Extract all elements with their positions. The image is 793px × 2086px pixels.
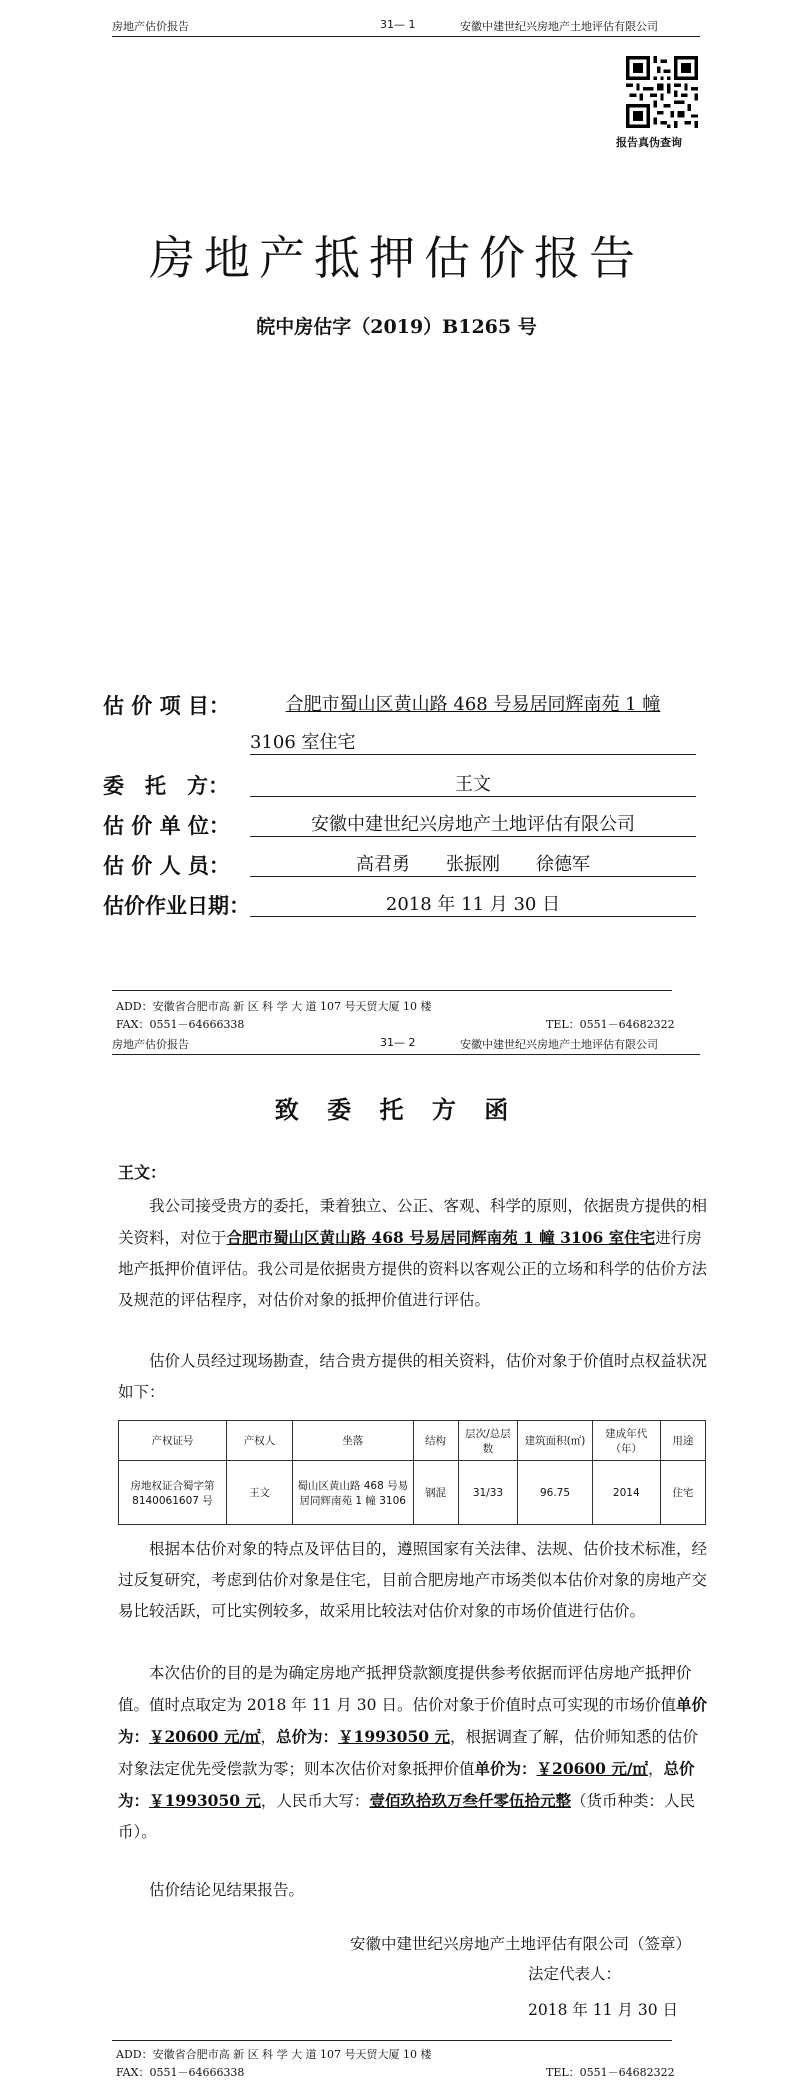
- paragraph-4: 本次估价的目的是为确定房地产抵押贷款额度提供参考依据而评估房地产抵押价值。值时点取定为 2018 年 11 月 30 日。估价对象于价值时点可实现的市场价值单价为：￥20600 元/㎡，总价为：￥1993050 元，根据调查了解，估价师知悉的估价对象法定优先受偿款为零；则本次估价对象抵押价值单价为：￥20600 元/㎡，总价为：￥1993050 元，人民币大写：壹佰玖拾玖万叁仟零伍拾元整（货币种类：人民币）。: [118, 1664, 707, 1841]
- table-header: 结构: [413, 1421, 458, 1461]
- table-header-row: [119, 1421, 706, 1461]
- total-price: ￥1993050 元: [338, 1727, 450, 1746]
- footer-fax: FAX：0551－64666338: [116, 2066, 245, 2079]
- field-value-appraisers: 高君勇 张振刚 徐德军: [250, 850, 696, 877]
- property-address: 合肥市蜀山区黄山路 468 号易居同辉南苑 1 幢 3106 室住宅: [226, 1228, 656, 1247]
- header-left: 房地产估价报告: [112, 1038, 189, 1051]
- table-cell: 31/33: [458, 1461, 518, 1525]
- field-label-project: 估 价 项 目：: [103, 694, 230, 718]
- signature-representative: 法定代表人：: [528, 1965, 622, 1983]
- table-cell: 2014: [592, 1461, 660, 1525]
- amount-in-words: 壹佰玖拾玖万叁仟零伍拾元整: [369, 1791, 571, 1810]
- paragraph-1: 我公司接受贵方的委托，秉着独立、公正、客观、科学的原则，依据贵方提供的相关资料，对位于合肥市蜀山区黄山路 468 号易居同辉南苑 1 幢 3106 室住宅进行房地产抵押价值评估。我公司是依据贵方提供的资料以客观公正的立场和科学的估价方法及规范的评估程序，对估价对象的抵押价值进行评估。: [118, 1197, 708, 1309]
- report-title: 房地产抵押估价报告: [149, 231, 644, 285]
- footer-rule: [112, 990, 672, 991]
- field-label-agency: 估 价 单 位：: [103, 814, 230, 838]
- table-header: 产权人: [226, 1421, 292, 1461]
- footer-tel: TEL：0551－64682322: [546, 1018, 675, 1031]
- field-label-client: 委 托 方：: [103, 774, 229, 798]
- salutation: 王文：: [118, 1163, 167, 1182]
- header-right: 安徽中建世纪兴房地产土地评估有限公司: [460, 1038, 658, 1051]
- table-cell: 钢混: [413, 1461, 458, 1525]
- header-rule: [112, 1054, 700, 1055]
- unit-price: ￥20600 元/㎡: [149, 1727, 261, 1746]
- table-header: 层次/总层数: [458, 1421, 518, 1461]
- paragraph-2: 估价人员经过现场勘查，结合贵方提供的相关资料，估价对象于价值时点权益状况如下：: [118, 1352, 708, 1401]
- table-header: 坐落: [292, 1421, 413, 1461]
- qr-caption: 报告真伪查询: [616, 136, 682, 149]
- field-value-project: 合肥市蜀山区黄山路 468 号易居同辉南苑 1 幢: [285, 694, 661, 715]
- table-header: 用途: [660, 1421, 705, 1461]
- signature-company: 安徽中建世纪兴房地产土地评估有限公司（签章）: [350, 1935, 692, 1953]
- footer-fax: FAX：0551－64666338: [116, 1018, 245, 1031]
- qr-code-icon[interactable]: [626, 56, 698, 128]
- table-row: [119, 1461, 706, 1525]
- table-header: 建筑面积(㎡): [518, 1421, 592, 1461]
- table-header: 建成年代（年）: [592, 1421, 660, 1461]
- paragraph-3: 根据本估价对象的特点及评估目的，遵照国家有关法律、法规、估价技术标准，经过反复研究，考虑到估价对象是住宅，目前合肥房地产市场类似本估价对象的房地产交易比较活跃，可比实例较多，故采用比较法对估价对象的市场价值进行估价。: [118, 1540, 708, 1620]
- header-page-number: 31— 1: [380, 18, 416, 31]
- footer-address: ADD：安徽省合肥市高 新 区 科 学 大 道 107 号天贸大厦 10 楼: [116, 2048, 432, 2061]
- field-value-date: 2018 年 11 月 30 日: [250, 890, 696, 917]
- field-label-appraisers: 估 价 人 员：: [103, 854, 230, 878]
- paragraph-5: 估价结论见结果报告。: [149, 1881, 305, 1899]
- table-cell: 王文: [226, 1461, 292, 1525]
- header-page-number: 31— 2: [380, 1036, 416, 1049]
- header-rule: [112, 36, 700, 37]
- footer-rule: [112, 2040, 672, 2041]
- header-right: 安徽中建世纪兴房地产土地评估有限公司: [460, 20, 658, 33]
- field-value-project-line2: 3106 室住宅: [250, 728, 696, 755]
- table-cell: 蜀山区黄山路 468 号易居同辉南苑 1 幢 3106: [292, 1461, 413, 1525]
- property-table: [118, 1420, 706, 1525]
- field-value-agency: 安徽中建世纪兴房地产土地评估有限公司: [250, 810, 696, 837]
- field-value-client: 王文: [250, 770, 696, 797]
- table-cell: 96.75: [518, 1461, 592, 1525]
- field-label-date: 估价作业日期：: [103, 894, 250, 918]
- footer-tel: TEL：0551－64682322: [546, 2066, 675, 2079]
- table-cell: 住宅: [660, 1461, 705, 1525]
- report-number: 皖中房估字（2019）B1265 号: [256, 316, 537, 338]
- table-cell: 房地权证合蜀字第8140061607 号: [119, 1461, 227, 1525]
- letter-title: 致 委 托 方 函: [274, 1095, 519, 1124]
- header-left: 房地产估价报告: [112, 20, 189, 33]
- table-header: 产权证号: [119, 1421, 227, 1461]
- footer-address: ADD：安徽省合肥市高 新 区 科 学 大 道 107 号天贸大厦 10 楼: [116, 1000, 432, 1013]
- signature-date: 2018 年 11 月 30 日: [528, 2001, 679, 2019]
